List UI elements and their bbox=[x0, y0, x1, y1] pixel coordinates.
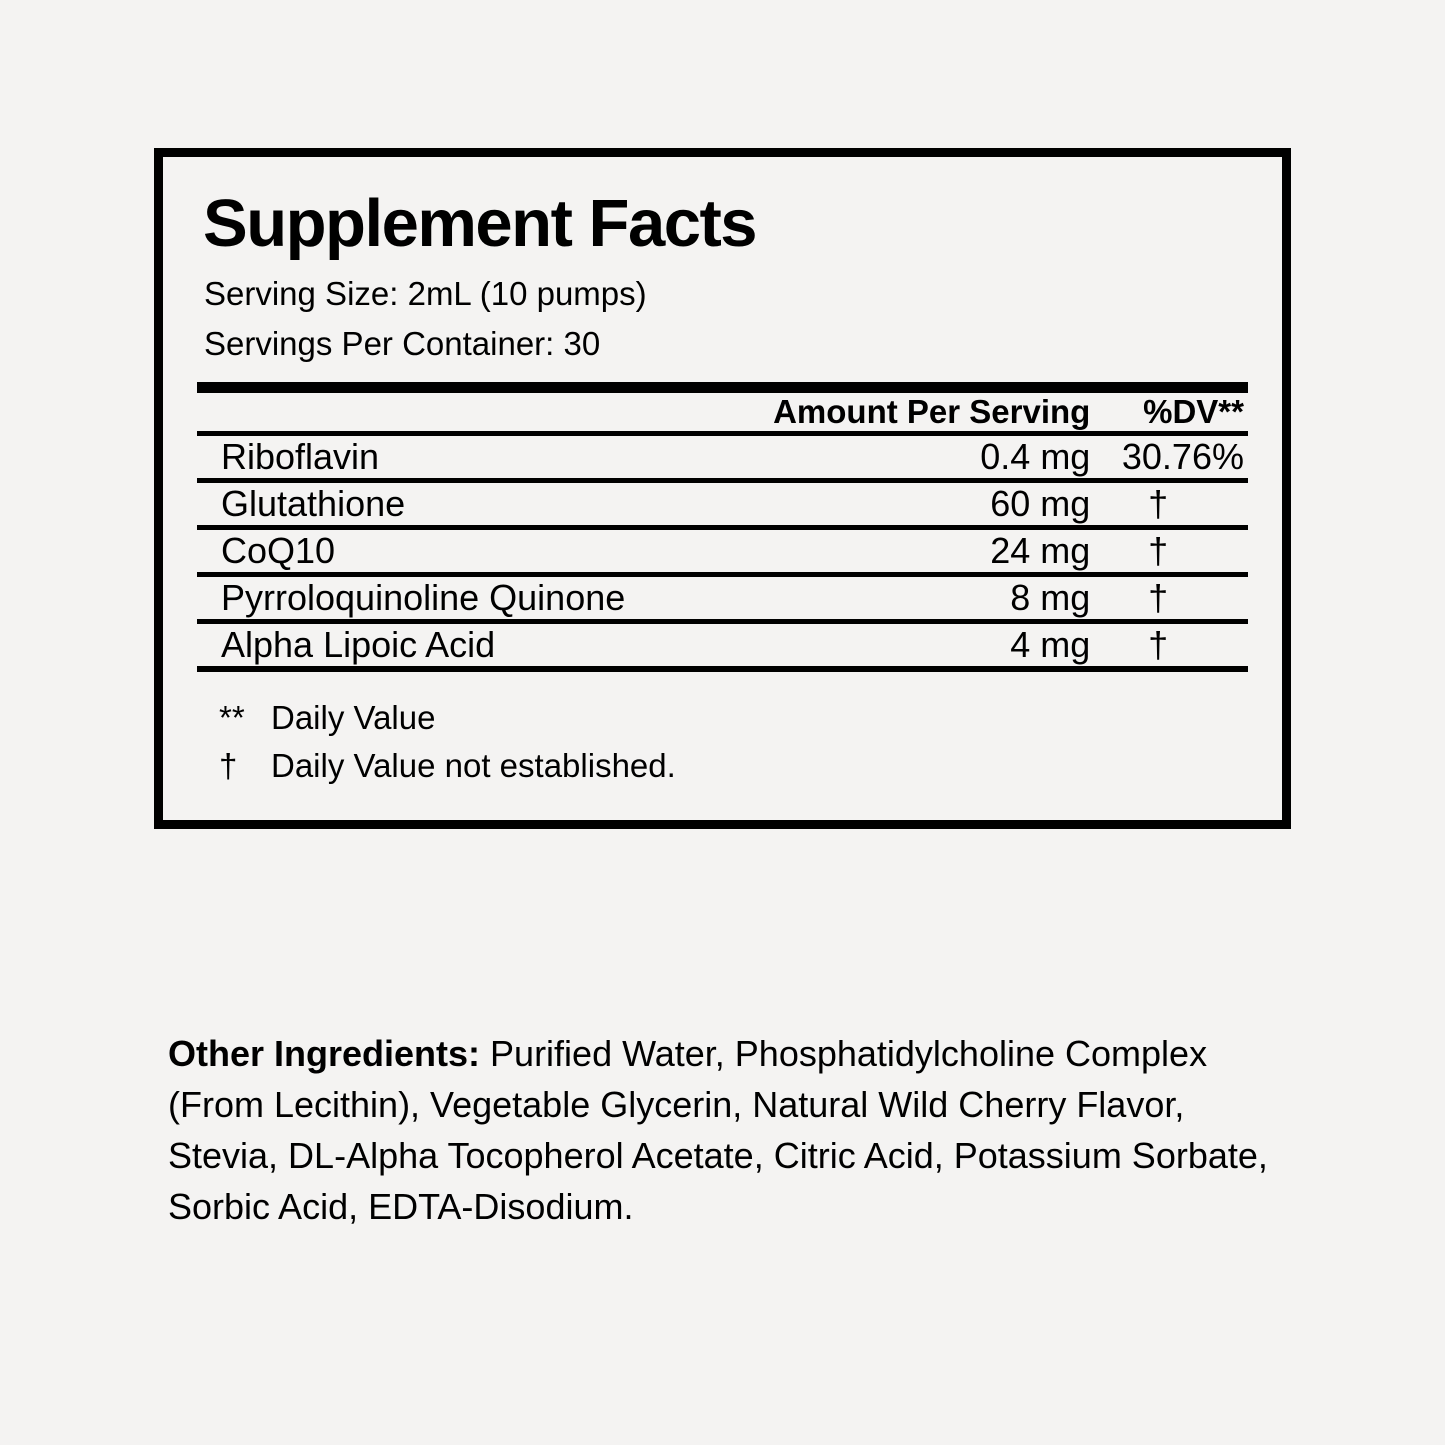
header-amount-per-serving: Amount Per Serving bbox=[773, 393, 1091, 431]
nutrient-amount: 4 mg bbox=[1010, 624, 1091, 666]
page-title: Supplement Facts bbox=[203, 186, 757, 261]
table-row bbox=[197, 624, 1248, 666]
supplement-facts-panel bbox=[154, 148, 1291, 829]
nutrient-daily-value: 30.76% bbox=[1121, 436, 1244, 478]
footnote-row bbox=[219, 694, 1248, 742]
nutrient-name: Pyrroloquinoline Quinone bbox=[221, 577, 626, 619]
table-header-row bbox=[197, 393, 1248, 431]
table-row bbox=[197, 530, 1248, 572]
footnote-mark: ** bbox=[219, 699, 245, 737]
footnotes bbox=[219, 694, 1248, 790]
other-ingredients-text: Purified Water, Phosphatidylcholine Complex (From Lecithin), Vegetable Glycerin, Natural Wild Cherry Flavor, Stevia, DL-Alpha Tocopherol Acetate, Citric Acid, Potassium Sorbate, Sorbic Acid, EDTA-Disodium. bbox=[168, 1033, 1268, 1228]
table-row bbox=[197, 483, 1248, 525]
header-nutrient bbox=[197, 393, 701, 431]
nutrient-name: Alpha Lipoic Acid bbox=[221, 624, 496, 666]
nutrient-daily-value: † bbox=[1148, 624, 1169, 666]
table-row bbox=[197, 577, 1248, 619]
nutrient-daily-value: † bbox=[1148, 577, 1169, 619]
header-daily-value: %DV** bbox=[1143, 393, 1244, 431]
nutrient-daily-value: † bbox=[1148, 483, 1169, 525]
nutrient-name: Riboflavin bbox=[221, 436, 380, 478]
nutrient-amount: 24 mg bbox=[990, 530, 1091, 572]
footnote-text: Daily Value bbox=[271, 699, 436, 737]
nutrient-amount: 8 mg bbox=[1010, 577, 1091, 619]
nutrient-daily-value: † bbox=[1148, 530, 1169, 572]
divider-thick-top bbox=[197, 382, 1248, 393]
other-ingredients bbox=[168, 1028, 1288, 1232]
servings-per-container-text: Servings Per Container: 30 bbox=[204, 324, 601, 362]
footnote-text: Daily Value not established. bbox=[271, 747, 676, 785]
footnote-row bbox=[219, 742, 1248, 790]
table-row bbox=[197, 436, 1248, 478]
nutrient-name: CoQ10 bbox=[221, 530, 336, 572]
divider-below-table bbox=[197, 666, 1248, 672]
serving-size-text: Serving Size: 2mL (10 pumps) bbox=[204, 275, 647, 313]
other-ingredients-label: Other Ingredients: bbox=[168, 1033, 481, 1074]
nutrition-table bbox=[197, 393, 1248, 672]
nutrient-amount: 0.4 mg bbox=[980, 436, 1091, 478]
nutrient-amount: 60 mg bbox=[990, 483, 1091, 525]
nutrient-name: Glutathione bbox=[221, 483, 406, 525]
footnote-mark: † bbox=[219, 747, 238, 785]
